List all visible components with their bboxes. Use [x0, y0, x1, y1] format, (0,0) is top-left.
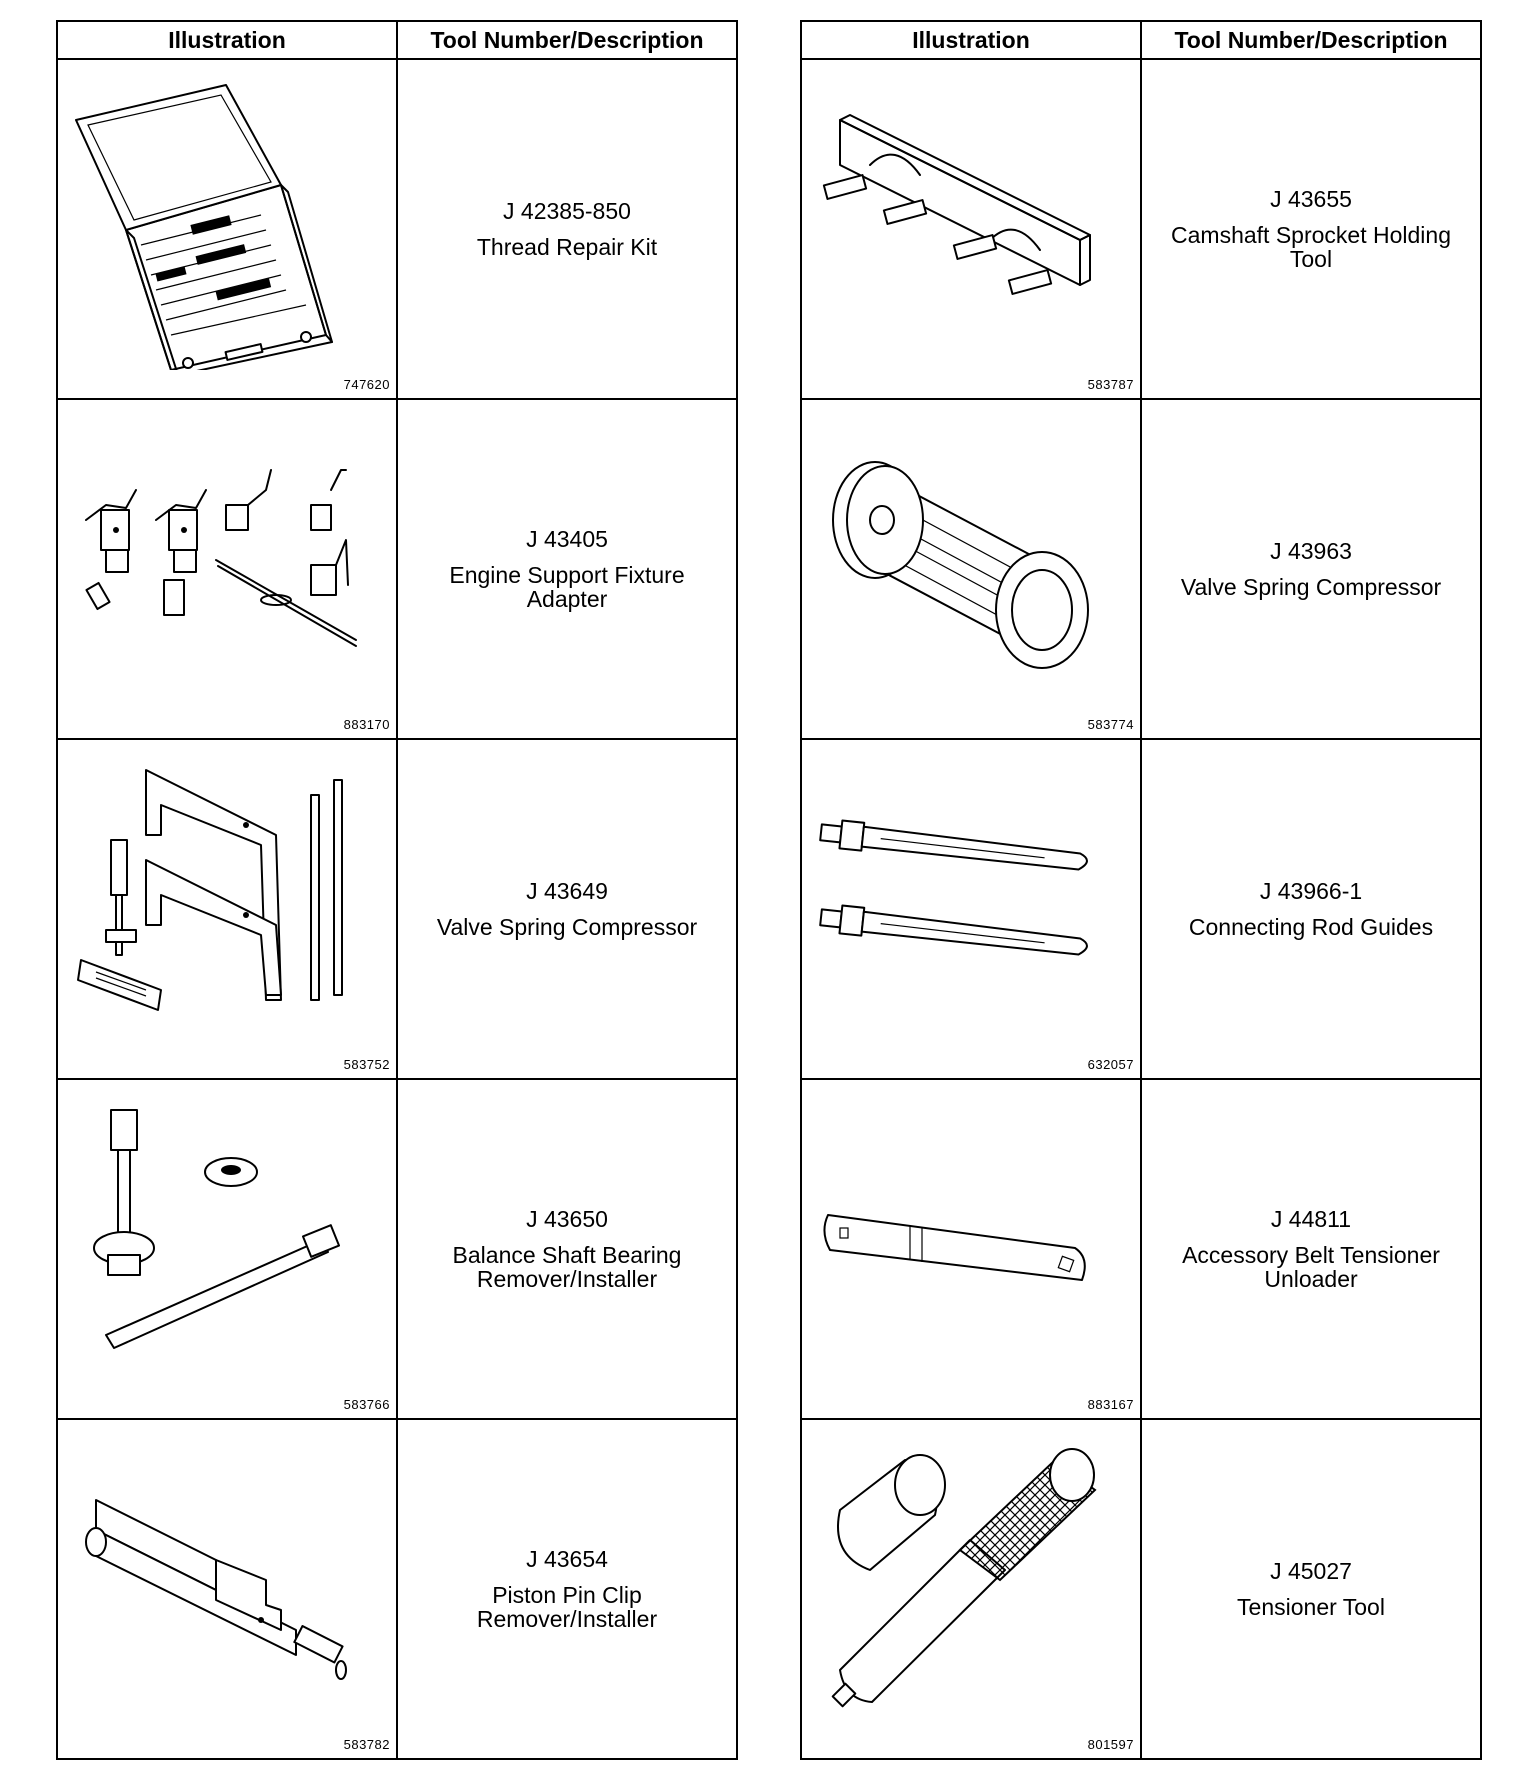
description-cell	[397, 59, 737, 399]
figure-number: 583774	[1087, 717, 1134, 732]
figure-number: 883167	[1087, 1397, 1134, 1412]
figure-number: 583787	[1087, 377, 1134, 392]
table-row	[57, 59, 737, 399]
header-tool-description: Tool Number/Description	[397, 21, 737, 59]
description-cell	[1141, 1079, 1481, 1419]
table-row	[57, 1079, 737, 1419]
description-cell	[397, 1419, 737, 1759]
tool-table-left	[56, 20, 738, 1760]
tool-name: Balance Shaft Bearing Remover/Installer	[452, 1242, 682, 1292]
tool-name: Engine Support Fixture Adapter	[449, 562, 685, 612]
belt-tensioner-unloader-illustration	[810, 1090, 1132, 1390]
description-cell	[1141, 399, 1481, 739]
balance-shaft-remover-illustration	[66, 1090, 388, 1390]
description-cell	[1141, 1419, 1481, 1759]
table-row	[801, 399, 1481, 739]
tool-number: J 43655	[1270, 186, 1352, 212]
header-illustration: Illustration	[57, 21, 397, 59]
tool-name: Piston Pin Clip Remover/Installer	[476, 1582, 658, 1632]
description-cell	[397, 1079, 737, 1419]
figure-number: 583782	[343, 1737, 390, 1752]
description-cell	[1141, 739, 1481, 1079]
illustration-cell	[801, 399, 1141, 739]
figure-number: 883170	[343, 717, 390, 732]
thread-repair-kit-illustration	[66, 70, 388, 370]
tool-number: J 42385-850	[503, 198, 631, 224]
tool-number: J 43650	[526, 1206, 608, 1232]
tool-number: J 44811	[1270, 1206, 1352, 1232]
camshaft-sprocket-tool-illustration	[810, 70, 1132, 370]
tool-name: Connecting Rod Guides	[1188, 914, 1434, 940]
illustration-cell	[57, 1419, 397, 1759]
valve-spring-compressor-2-illustration	[810, 410, 1132, 710]
header-illustration: Illustration	[801, 21, 1141, 59]
illustration-cell	[801, 1079, 1141, 1419]
tool-name: Accessory Belt Tensioner Unloader	[1182, 1242, 1440, 1292]
description-cell	[1141, 59, 1481, 399]
tool-name: Camshaft Sprocket Holding Tool	[1171, 222, 1451, 272]
figure-number: 583766	[343, 1397, 390, 1412]
tool-name: Valve Spring Compressor	[436, 914, 698, 940]
table-row	[57, 1419, 737, 1759]
header-tool-description: Tool Number/Description	[1141, 21, 1481, 59]
figure-number: 747620	[343, 377, 390, 392]
connecting-rod-guides-illustration	[810, 750, 1132, 1050]
illustration-cell	[57, 739, 397, 1079]
description-cell	[397, 739, 737, 1079]
table-row	[801, 1419, 1481, 1759]
illustration-cell	[801, 739, 1141, 1079]
tool-number: J 43963	[1270, 538, 1352, 564]
table-row	[801, 739, 1481, 1079]
table-row	[801, 59, 1481, 399]
tool-number: J 43654	[526, 1546, 608, 1572]
figure-number: 632057	[1087, 1057, 1134, 1072]
tool-name: Tensioner Tool	[1237, 1594, 1385, 1620]
illustration-cell	[801, 1419, 1141, 1759]
tool-number: J 43649	[526, 878, 608, 904]
illustration-cell	[57, 59, 397, 399]
piston-pin-clip-tool-illustration	[66, 1430, 388, 1730]
tool-table-right	[800, 20, 1482, 1760]
valve-spring-compressor-illustration	[66, 750, 388, 1050]
header-row	[57, 21, 737, 59]
engine-support-fixture-illustration	[66, 410, 388, 710]
tensioner-tool-illustration	[810, 1430, 1132, 1730]
header-row	[801, 21, 1481, 59]
tool-name: Thread Repair Kit	[476, 234, 658, 260]
table-row	[801, 1079, 1481, 1419]
illustration-cell	[57, 1079, 397, 1419]
description-cell	[397, 399, 737, 739]
tool-number: J 43966-1	[1259, 878, 1363, 904]
tool-number: J 45027	[1270, 1558, 1352, 1584]
figure-number: 583752	[343, 1057, 390, 1072]
tool-number: J 43405	[526, 526, 608, 552]
table-row	[57, 739, 737, 1079]
tool-name: Valve Spring Compressor	[1180, 574, 1442, 600]
illustration-cell	[801, 59, 1141, 399]
table-row	[57, 399, 737, 739]
illustration-cell	[57, 399, 397, 739]
figure-number: 801597	[1087, 1737, 1134, 1752]
